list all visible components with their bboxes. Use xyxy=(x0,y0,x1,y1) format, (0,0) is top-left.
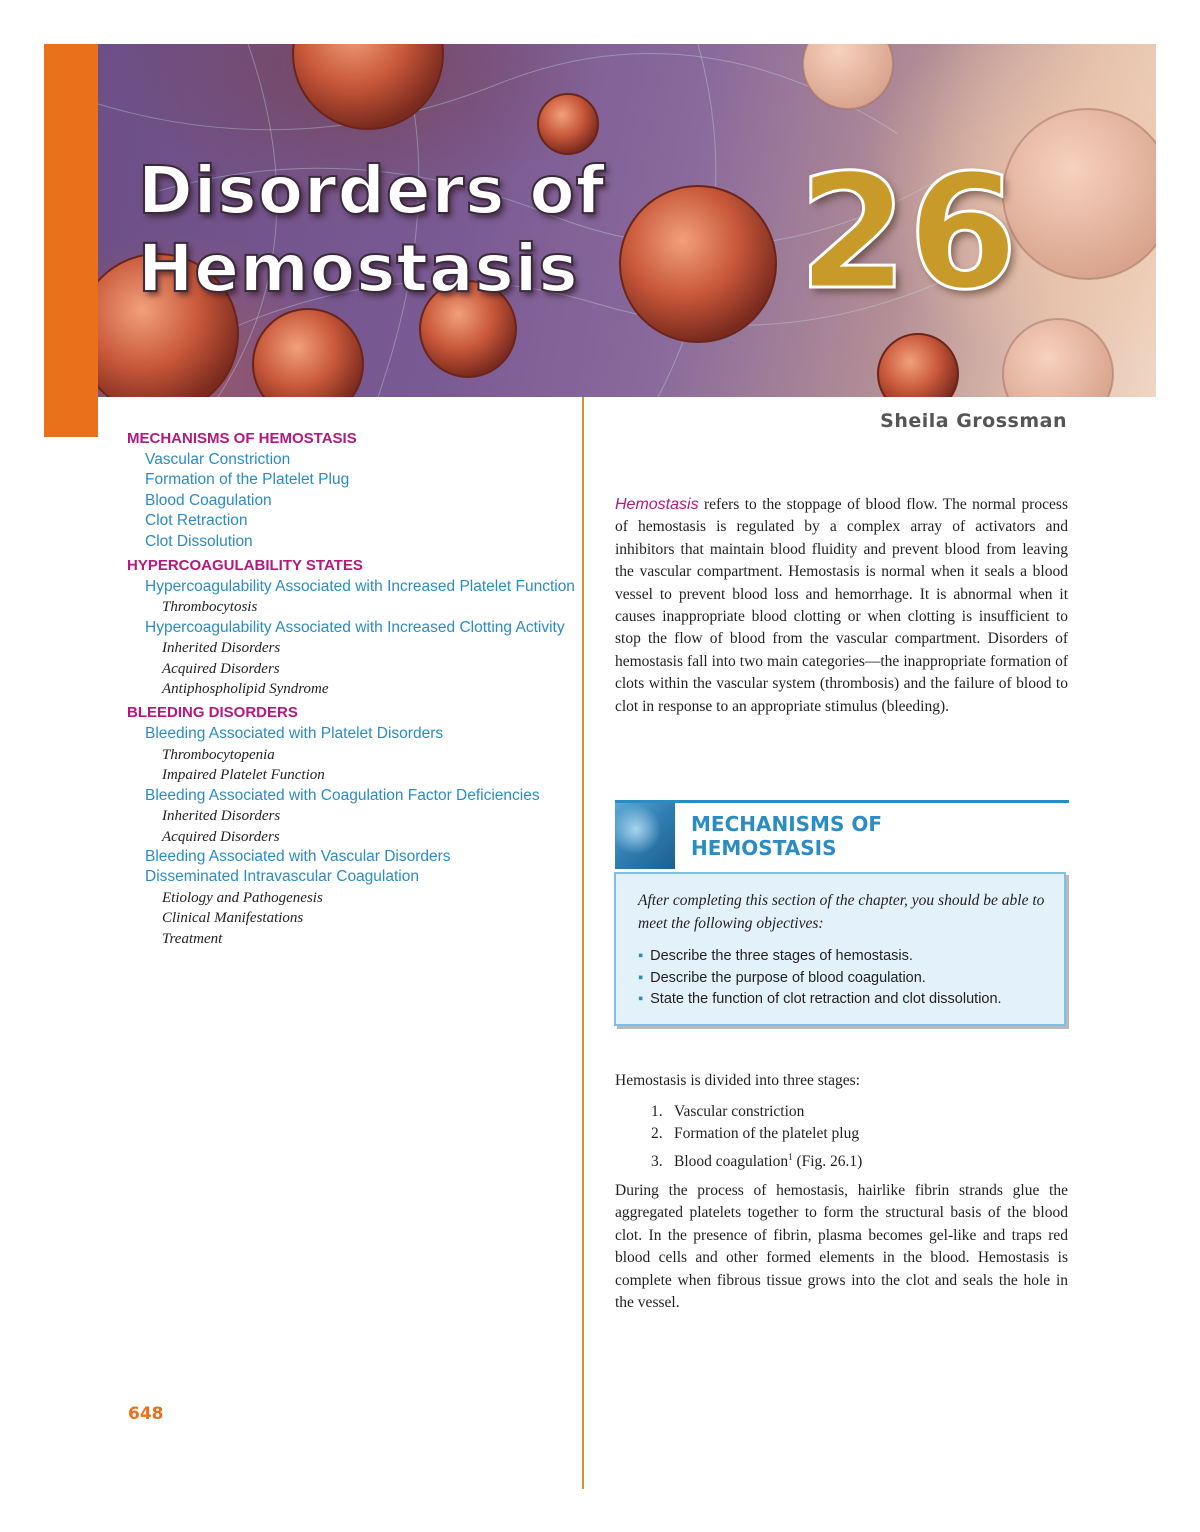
stage-item xyxy=(651,1101,862,1123)
outline-subitem: Inherited Disorders xyxy=(162,640,281,657)
outline-link[interactable]: Formation of the Platelet Plug xyxy=(145,471,350,489)
bullet-icon: ▪ xyxy=(638,948,644,964)
objective-text: Describe the three stages of hemostasis. xyxy=(650,948,913,964)
outline-subitem: Clinical Manifestations xyxy=(162,910,304,927)
stage-text: Vascular constriction xyxy=(674,1103,805,1120)
section-title: MECHANISMS OF HEMOSTASIS xyxy=(691,812,882,860)
bullet-icon: ▪ xyxy=(638,969,644,986)
author-name: Sheila Grossman xyxy=(880,410,1067,432)
outline-heading: HYPERCOAGULABILITY STATES xyxy=(127,557,363,575)
footnote-ref[interactable]: 1 xyxy=(788,1151,793,1162)
outline-link[interactable]: Clot Retraction xyxy=(145,512,248,530)
stage-item xyxy=(651,1123,862,1145)
stage-item xyxy=(651,1146,862,1174)
outline-link[interactable]: Hypercoagulability Associated with Increased Platelet Function xyxy=(145,578,575,596)
section-header xyxy=(615,800,1069,868)
closing-paragraph: During the process of hemostasis, hairlike fibrin strands glue the aggregated platelets together to form the structural basis of the blood clot. In the presence of fibrin, plasma becomes gel-like and traps red blood cells and other formed elements in the blood. Hemostasis is complete when fibrous tissue grows into the clot and seals the hole in the vessel. xyxy=(615,1182,1068,1312)
outline-subitem: Impaired Platelet Function xyxy=(162,767,325,784)
outline-link[interactable]: Bleeding Associated with Coagulation Factor Deficiencies xyxy=(145,786,540,804)
chapter-title xyxy=(138,152,605,308)
stage-number: 1. xyxy=(651,1103,663,1120)
outline-link[interactable]: Vascular Constriction xyxy=(145,451,291,468)
stage-text: Formation of the platelet plug xyxy=(674,1125,860,1143)
outline-link[interactable]: Clot Dissolution xyxy=(145,532,253,550)
stage-text: Blood coagulation xyxy=(674,1152,789,1170)
objectives-intro: After completing this section of the chapter, you should be able to meet the following objectives: xyxy=(638,892,1045,932)
objectives-list xyxy=(638,946,1002,1011)
outline-subitem: Acquired Disorders xyxy=(162,828,280,845)
outline-subitem: Inherited Disorders xyxy=(162,808,281,825)
chapter-number: 26 xyxy=(798,141,1018,325)
objective-text: State the function of clot retraction and clot dissolution. xyxy=(650,991,1002,1008)
chapter-banner xyxy=(98,44,1156,397)
outline-subitem: Etiology and Pathogenesis xyxy=(162,889,323,906)
outline-heading: BLEEDING DISORDERS xyxy=(127,704,298,722)
stages-intro: Hemostasis is divided into three stages: xyxy=(615,1072,860,1089)
objective-item xyxy=(638,989,1002,1011)
objective-item xyxy=(638,968,1002,990)
page-number: 648 xyxy=(128,1404,164,1424)
chapter-tab xyxy=(44,44,98,437)
outline-link[interactable]: Bleeding Associated with Vascular Disorders xyxy=(145,847,451,865)
outline-link[interactable]: Bleeding Associated with Platelet Disorders xyxy=(145,725,444,743)
intro-text: refers to the stoppage of blood flow. The normal process of hemostasis is regulated by a complex array of activators and inhibitors that maintain blood fluidity and prevent blood from leaving the vascular compartment. Hemostasis is normal when it seals a blood vessel to prevent blood loss and hemorrhage. It is abnormal when it causes inappropriate blood clotting or when clotting is insufficient to stop the flow of blood from the vascular compartment. Disorders of hemostasis fall into two main categories—the inappropriate formation of clots within the vascular system (thrombosis) and the failure of blood to clot in response to an appropriate stimulus (bleeding). xyxy=(615,496,1068,715)
objective-item xyxy=(638,946,1002,968)
outline-subitem: Treatment xyxy=(162,930,223,947)
outline-subitem: Thrombocytosis xyxy=(162,599,258,616)
objectives-box xyxy=(614,872,1066,1026)
intro-paragraph xyxy=(615,494,1068,718)
bullet-icon: ▪ xyxy=(638,991,644,1008)
outline-link[interactable]: Blood Coagulation xyxy=(145,491,272,509)
stage-number: 2. xyxy=(651,1125,663,1143)
stages-list xyxy=(651,1101,862,1173)
figure-ref: (Fig. 26.1) xyxy=(792,1152,863,1170)
outline-subitem: Acquired Disorders xyxy=(162,660,280,677)
outline-heading: MECHANISMS OF HEMOSTASIS xyxy=(127,430,357,447)
stage-number: 3. xyxy=(651,1152,663,1170)
section-thumbnail xyxy=(615,803,675,869)
outline-subitem: Antiphospholipid Syndrome xyxy=(162,681,329,698)
section-rule xyxy=(615,800,1069,803)
outline-link[interactable]: Disseminated Intravascular Coagulation xyxy=(145,868,419,886)
outline-subitem: Thrombocytopenia xyxy=(162,746,275,763)
column-divider xyxy=(582,397,584,1489)
chapter-outline xyxy=(127,428,582,949)
objective-text: Describe the purpose of blood coagulation. xyxy=(650,969,926,986)
key-term: Hemostasis xyxy=(615,496,699,513)
chapter-title-line-2: Hemostasis xyxy=(138,230,579,307)
chapter-title-line-1: Disorders of xyxy=(138,152,606,229)
outline-link[interactable]: Hypercoagulability Associated with Increased Clotting Activity xyxy=(145,618,565,636)
